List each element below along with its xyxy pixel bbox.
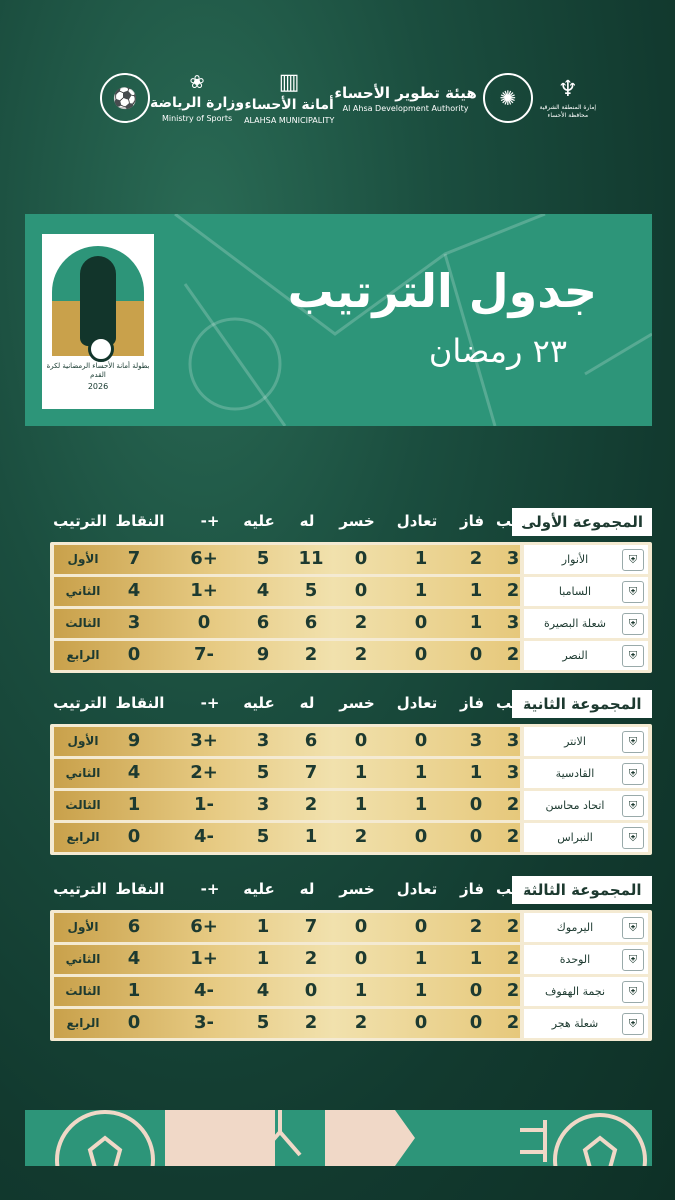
team-name: شعلة البصيرة <box>544 617 606 630</box>
stats-band <box>54 609 520 638</box>
cell-pts: 4 <box>127 580 141 601</box>
stats-band <box>54 759 520 788</box>
team-name: النبراس <box>557 831 593 844</box>
page-subtitle: ٢٣ رمضان <box>428 332 567 370</box>
group-header <box>50 876 652 904</box>
column-header-for: له <box>299 880 315 898</box>
cell-p: 2 <box>506 948 520 969</box>
cell-a: 1 <box>256 916 270 937</box>
cell-w: 1 <box>469 948 483 969</box>
cell-w: 0 <box>469 1012 483 1033</box>
column-header-diff: +- <box>200 512 220 530</box>
cell-w: 1 <box>469 580 483 601</box>
logo-bar <box>100 58 597 138</box>
cell-f: 1 <box>304 826 318 847</box>
column-header-points: النقاط <box>115 512 165 530</box>
team-name: السامبا <box>558 585 592 598</box>
column-header-against: عليه <box>243 880 275 898</box>
cell-diff: 3- <box>194 1012 214 1033</box>
municipality-logo <box>244 70 334 125</box>
cell-p: 2 <box>506 1012 520 1033</box>
cell-l: 0 <box>354 948 368 969</box>
cell-f: 2 <box>304 644 318 665</box>
group-header <box>50 508 652 536</box>
footer-block <box>325 1110 425 1166</box>
cell-p: 2 <box>506 980 520 1001</box>
team-badge-icon: ⛨ <box>622 613 644 635</box>
cell-f: 0 <box>304 980 318 1001</box>
column-header-played: لعب <box>496 880 526 898</box>
cell-rank: الثاني <box>65 952 101 966</box>
team-cell <box>524 913 648 942</box>
team-name: الانتر <box>564 735 586 748</box>
team-badge-icon: ⛨ <box>622 827 644 849</box>
cell-l: 2 <box>354 826 368 847</box>
table-row <box>54 823 648 852</box>
cell-diff: 2+ <box>190 762 218 783</box>
cell-diff: 4- <box>194 980 214 1001</box>
column-header-for: له <box>299 694 315 712</box>
ministry-emblem-icon: ❀ <box>189 72 205 94</box>
cell-pts: 3 <box>127 612 141 633</box>
team-cell <box>524 727 648 756</box>
cell-pts: 6 <box>127 916 141 937</box>
team-name: القادسية <box>555 767 595 780</box>
cell-a: 3 <box>256 730 270 751</box>
cell-l: 2 <box>354 612 368 633</box>
column-header-lost: خسر <box>339 880 375 898</box>
cell-rank: الثاني <box>65 766 101 780</box>
column-header-won: فاز <box>459 694 485 712</box>
cell-l: 0 <box>354 916 368 937</box>
cell-l: 2 <box>354 1012 368 1033</box>
cell-a: 5 <box>256 762 270 783</box>
cell-rank: الثالث <box>65 798 101 812</box>
cell-diff: 4- <box>194 826 214 847</box>
municipality-name-en: ALAHSA MUNICIPALITY <box>244 116 335 126</box>
column-header-against: عليه <box>243 512 275 530</box>
team-badge-icon: ⛨ <box>622 1013 644 1035</box>
cell-a: 6 <box>256 612 270 633</box>
cell-a: 5 <box>256 548 270 569</box>
stats-band <box>54 913 520 942</box>
cell-p: 3 <box>506 612 520 633</box>
cell-rank: الأول <box>67 552 99 566</box>
cell-d: 1 <box>414 762 428 783</box>
stats-band <box>54 727 520 756</box>
cell-a: 1 <box>256 948 270 969</box>
column-header-diff: +- <box>200 694 220 712</box>
authority-emblem-icon: ✺ <box>483 73 533 123</box>
stats-band <box>54 545 520 574</box>
cell-a: 9 <box>256 644 270 665</box>
team-name: الأنوار <box>561 553 589 566</box>
column-header-played: لعب <box>496 694 526 712</box>
cell-d: 1 <box>414 980 428 1001</box>
cell-d: 0 <box>414 1012 428 1033</box>
ministry-name-ar: وزارة الرياضة <box>150 95 245 112</box>
cell-d: 0 <box>414 612 428 633</box>
cell-l: 2 <box>354 644 368 665</box>
team-badge-icon: ⛨ <box>622 763 644 785</box>
footer-pattern <box>25 1110 652 1166</box>
team-badge-icon: ⛨ <box>622 981 644 1003</box>
table-row <box>54 727 648 756</box>
club-emblem-icon: ⚽ <box>100 73 150 123</box>
team-cell <box>524 641 648 670</box>
municipality-name-ar: أمانة الأحساء <box>244 97 334 114</box>
team-name: النصر <box>562 649 588 662</box>
cell-rank: الرابع <box>66 830 100 844</box>
column-header-rank: الترتيب <box>53 512 107 530</box>
cell-rank: الثالث <box>65 616 101 630</box>
table-row <box>54 609 648 638</box>
team-cell <box>524 823 648 852</box>
tournament-logo-text: بطولة أمانة الأحساء الرمضانية لكرة القدم <box>46 362 150 380</box>
team-badge-icon: ⛨ <box>622 581 644 603</box>
team-name: اليرموك <box>556 921 594 934</box>
cell-l: 1 <box>354 794 368 815</box>
tournament-logo <box>42 234 154 409</box>
group-table <box>50 876 652 1041</box>
team-cell <box>524 759 648 788</box>
authority-name-en: Al Ahsa Development Authority <box>342 104 469 114</box>
cell-l: 0 <box>354 548 368 569</box>
cell-f: 5 <box>304 580 318 601</box>
team-name: اتحاد محاسن <box>545 799 605 812</box>
column-header-rank: الترتيب <box>53 694 107 712</box>
cell-a: 4 <box>256 580 270 601</box>
cell-f: 2 <box>304 948 318 969</box>
page-title: جدول الترتيب <box>287 264 597 318</box>
cell-p: 2 <box>506 580 520 601</box>
cell-rank: الثالث <box>65 984 101 998</box>
cell-pts: 4 <box>127 762 141 783</box>
team-badge-icon: ⛨ <box>622 645 644 667</box>
team-name: نجمة الهفوف <box>544 985 606 998</box>
cell-d: 1 <box>414 580 428 601</box>
stats-band <box>54 977 520 1006</box>
cell-w: 3 <box>469 730 483 751</box>
team-badge-icon: ⛨ <box>622 795 644 817</box>
ball-icon <box>88 336 114 362</box>
cell-l: 1 <box>354 980 368 1001</box>
cell-diff: 1+ <box>190 948 218 969</box>
cell-diff: 1+ <box>190 580 218 601</box>
cell-a: 5 <box>256 826 270 847</box>
cell-diff: 1- <box>194 794 214 815</box>
cell-f: 7 <box>304 762 318 783</box>
cell-d: 1 <box>414 794 428 815</box>
tournament-year: 2026 <box>87 382 109 391</box>
team-cell <box>524 1009 648 1038</box>
group-table <box>50 690 652 855</box>
municipality-emblem-icon: ▥ <box>278 70 300 96</box>
stats-band <box>54 823 520 852</box>
cell-l: 0 <box>354 730 368 751</box>
cell-p: 2 <box>506 794 520 815</box>
cell-w: 1 <box>469 612 483 633</box>
club-logo <box>100 73 150 123</box>
table-row <box>54 641 648 670</box>
cell-p: 2 <box>506 826 520 847</box>
column-header-drawn: تعادل <box>396 694 438 712</box>
cell-diff: 6+ <box>190 916 218 937</box>
team-name: الوحدة <box>559 953 591 966</box>
cell-pts: 7 <box>127 548 141 569</box>
group-header <box>50 690 652 718</box>
column-header-drawn: تعادل <box>396 512 438 530</box>
group-rows <box>50 542 652 673</box>
cell-d: 1 <box>414 948 428 969</box>
column-header-points: النقاط <box>115 694 165 712</box>
team-cell <box>524 609 648 638</box>
column-header-for: له <box>299 512 315 530</box>
column-header-won: فاز <box>459 880 485 898</box>
table-row <box>54 945 648 974</box>
column-header-won: فاز <box>459 512 485 530</box>
column-header-lost: خسر <box>339 512 375 530</box>
table-row <box>54 791 648 820</box>
footer-block <box>165 1110 275 1166</box>
team-name: شعلة هجر <box>551 1017 599 1030</box>
cell-w: 0 <box>469 644 483 665</box>
cell-rank: الثاني <box>65 584 101 598</box>
cell-diff: 7- <box>194 644 214 665</box>
cell-a: 3 <box>256 794 270 815</box>
stats-band <box>54 945 520 974</box>
cell-f: 7 <box>304 916 318 937</box>
cell-p: 3 <box>506 548 520 569</box>
authority-logo <box>334 73 533 123</box>
cell-pts: 9 <box>127 730 141 751</box>
column-header-played: لعب <box>496 512 526 530</box>
team-cell <box>524 945 648 974</box>
cell-pts: 4 <box>127 948 141 969</box>
cell-w: 2 <box>469 916 483 937</box>
table-row <box>54 913 648 942</box>
cell-p: 3 <box>506 730 520 751</box>
cell-pts: 0 <box>127 644 141 665</box>
authority-name-ar: هيئة تطوير الأحساء <box>334 84 477 103</box>
column-header-points: النقاط <box>115 880 165 898</box>
group-name: المجموعة الأولى <box>512 508 652 536</box>
team-cell <box>524 977 648 1006</box>
group-rows <box>50 910 652 1041</box>
table-row <box>54 1009 648 1038</box>
emirate-logo <box>533 77 603 118</box>
cell-rank: الأول <box>67 734 99 748</box>
column-header-lost: خسر <box>339 694 375 712</box>
column-header-drawn: تعادل <box>396 880 438 898</box>
cell-w: 0 <box>469 826 483 847</box>
cell-pts: 0 <box>127 826 141 847</box>
cell-w: 0 <box>469 980 483 1001</box>
cell-w: 1 <box>469 762 483 783</box>
table-row <box>54 577 648 606</box>
column-header-against: عليه <box>243 694 275 712</box>
cell-d: 0 <box>414 826 428 847</box>
cell-p: 2 <box>506 644 520 665</box>
cell-d: 0 <box>414 644 428 665</box>
team-badge-icon: ⛨ <box>622 949 644 971</box>
stats-band <box>54 1009 520 1038</box>
column-header-rank: الترتيب <box>53 880 107 898</box>
team-cell <box>524 577 648 606</box>
cell-f: 2 <box>304 1012 318 1033</box>
cell-rank: الرابع <box>66 648 100 662</box>
cell-f: 11 <box>298 548 324 569</box>
table-row <box>54 759 648 788</box>
cell-pts: 0 <box>127 1012 141 1033</box>
group-table <box>50 508 652 673</box>
cell-l: 0 <box>354 580 368 601</box>
ministry-name-en: Ministry of Sports <box>161 114 233 124</box>
cell-d: 0 <box>414 730 428 751</box>
stats-band <box>54 791 520 820</box>
cell-diff: 6+ <box>190 548 218 569</box>
cell-f: 6 <box>304 612 318 633</box>
group-name: المجموعة الثالثة <box>512 876 652 904</box>
group-name: المجموعة الثانية <box>512 690 652 718</box>
cell-f: 2 <box>304 794 318 815</box>
cell-f: 6 <box>304 730 318 751</box>
cell-a: 5 <box>256 1012 270 1033</box>
cell-pts: 1 <box>127 794 141 815</box>
team-cell <box>524 791 648 820</box>
team-badge-icon: ⛨ <box>622 731 644 753</box>
cell-p: 3 <box>506 762 520 783</box>
cell-pts: 1 <box>127 980 141 1001</box>
cell-l: 1 <box>354 762 368 783</box>
cell-p: 2 <box>506 916 520 937</box>
cell-diff: 3+ <box>190 730 218 751</box>
ministry-logo <box>150 72 244 123</box>
column-header-diff: +- <box>200 880 220 898</box>
cell-d: 1 <box>414 548 428 569</box>
title-banner <box>25 214 652 426</box>
cell-diff: 0 <box>197 612 211 633</box>
cell-rank: الرابع <box>66 1016 100 1030</box>
emirate-emblem-icon: ♆ <box>557 77 578 103</box>
cell-rank: الأول <box>67 920 99 934</box>
cell-w: 2 <box>469 548 483 569</box>
cell-d: 0 <box>414 916 428 937</box>
cell-w: 0 <box>469 794 483 815</box>
player-icon <box>80 256 116 346</box>
table-row <box>54 977 648 1006</box>
team-badge-icon: ⛨ <box>622 549 644 571</box>
stats-band <box>54 577 520 606</box>
stats-band <box>54 641 520 670</box>
cell-a: 4 <box>256 980 270 1001</box>
team-badge-icon: ⛨ <box>622 917 644 939</box>
emirate-name: إمارة المنطقة الشرقية محافظة الأحساء <box>539 104 597 119</box>
table-row <box>54 545 648 574</box>
team-cell <box>524 545 648 574</box>
group-rows <box>50 724 652 855</box>
